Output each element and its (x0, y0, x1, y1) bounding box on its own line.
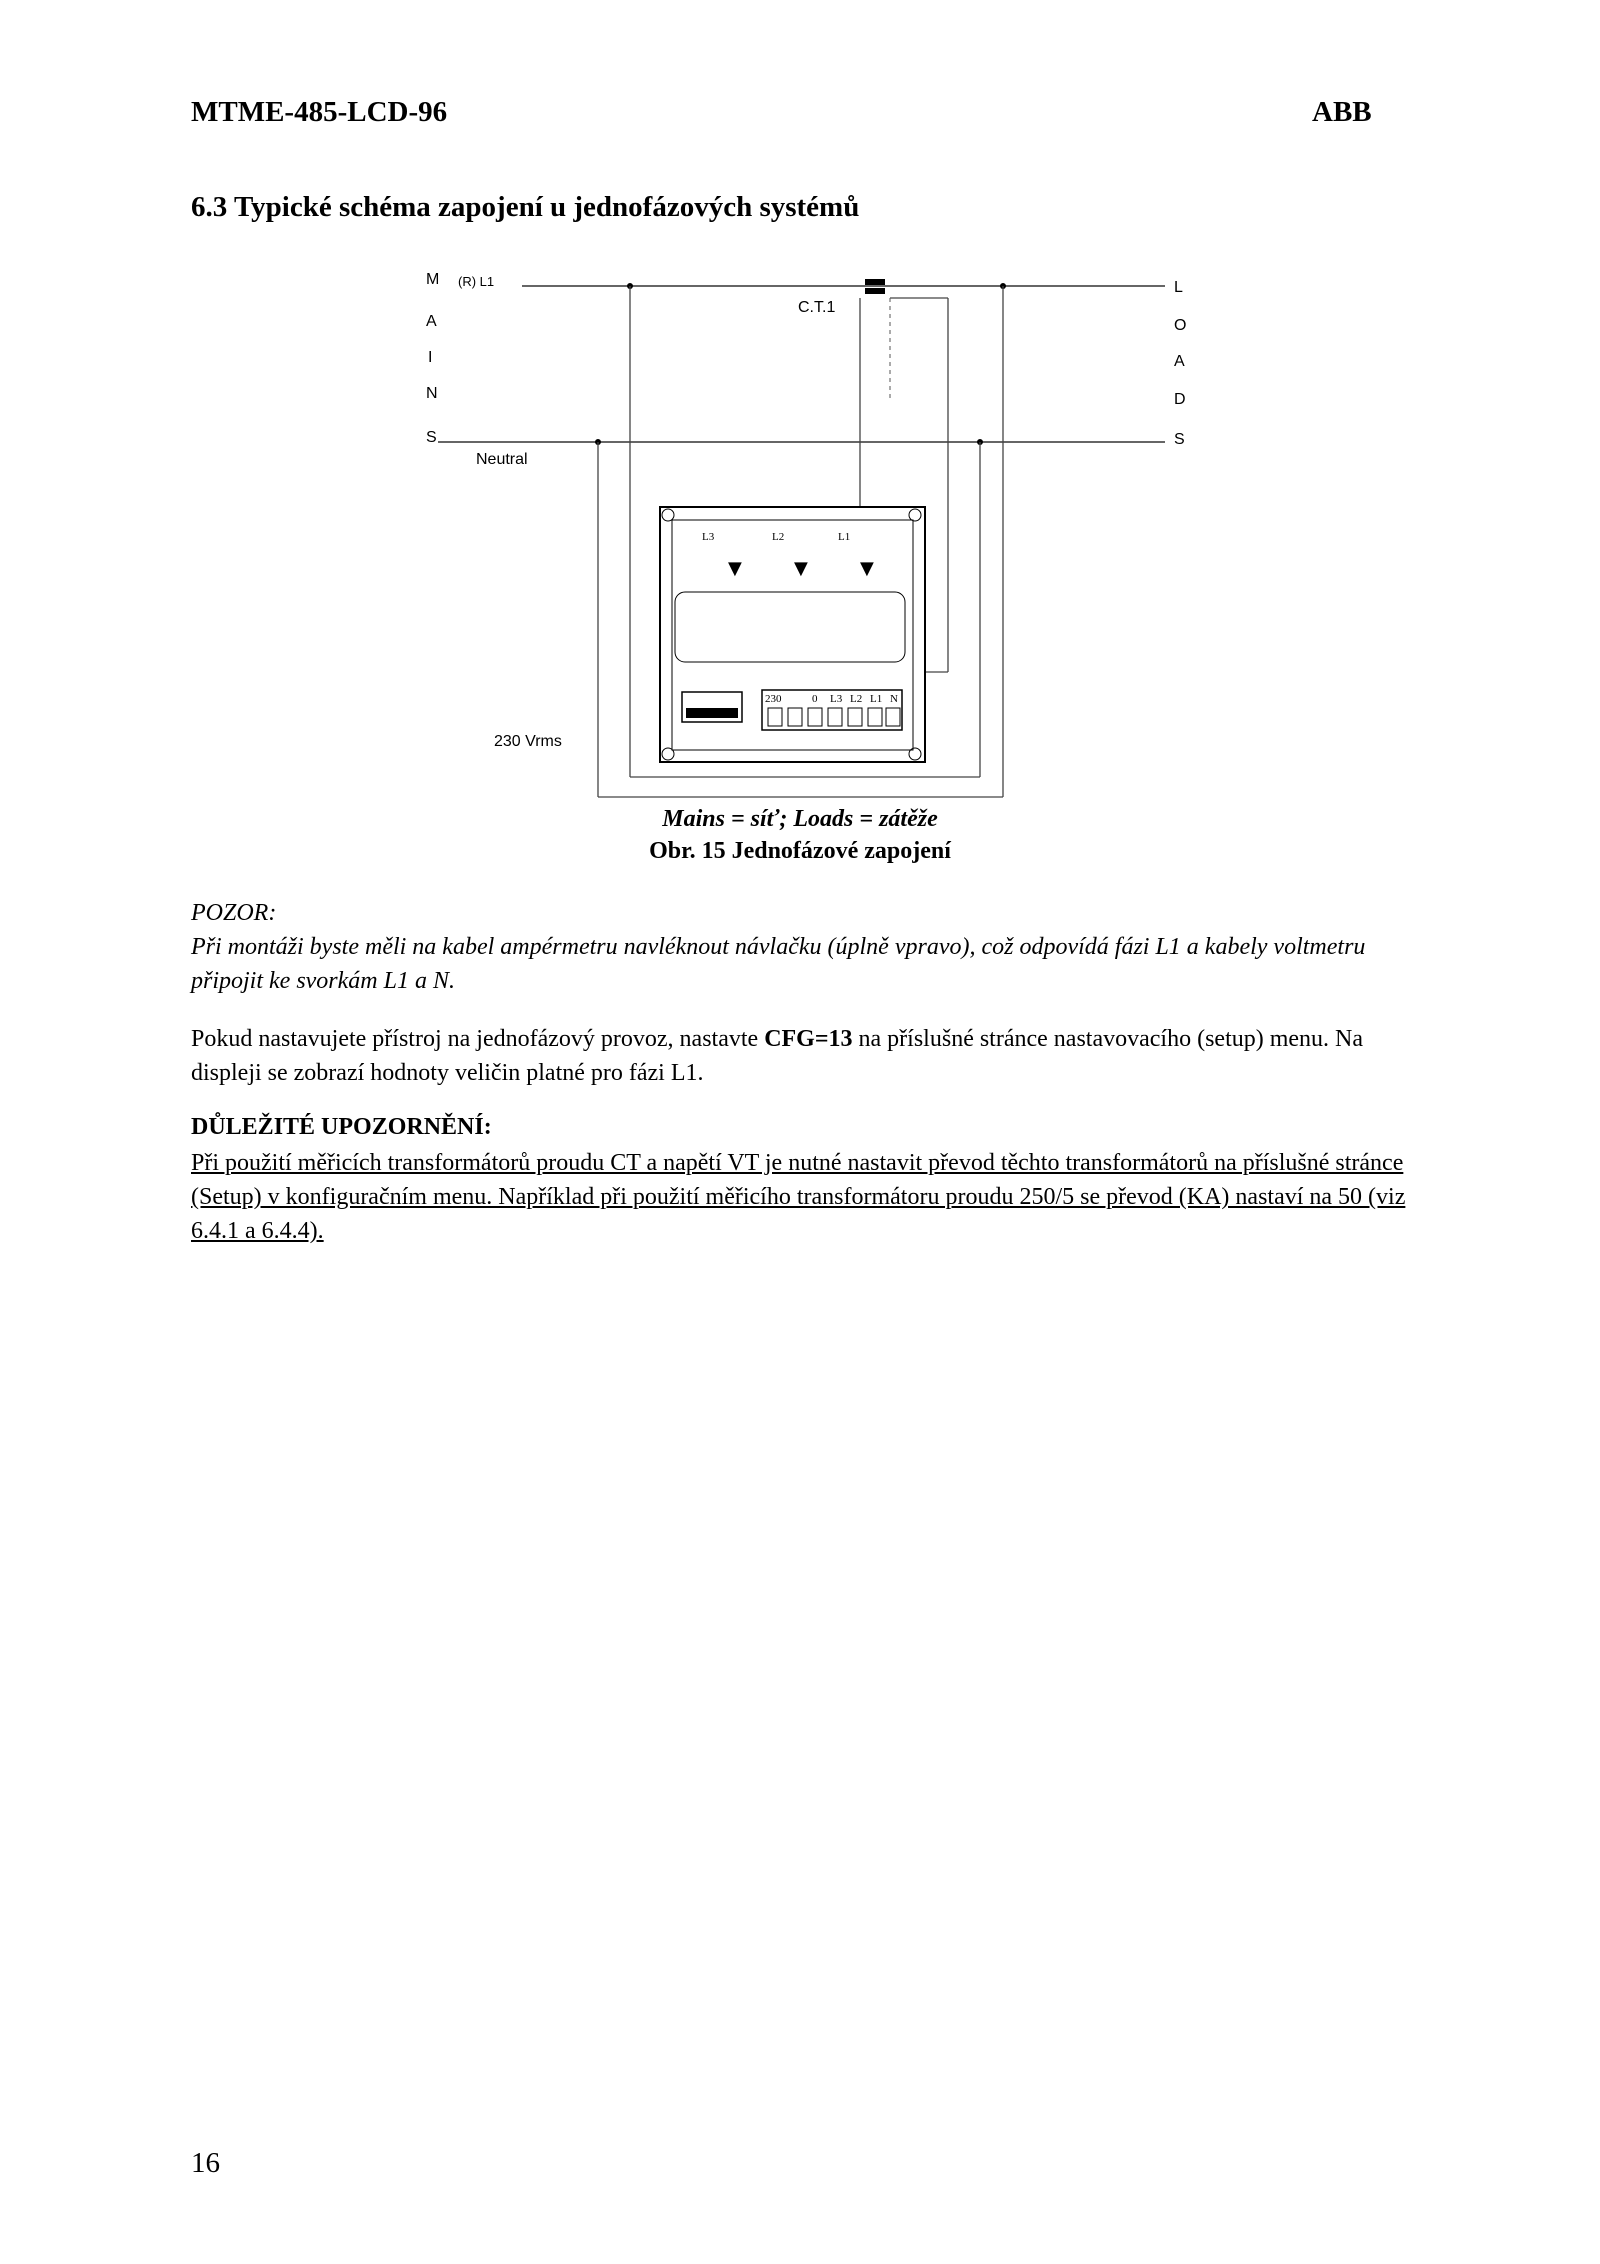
ct-symbol (865, 279, 885, 285)
voltage-label: 230 Vrms (494, 733, 562, 750)
setup-paragraph (191, 1022, 1411, 1090)
wiring-diagram (410, 262, 1210, 802)
important-text: Při použití měřicích transformátorů proudu CT a napětí VT je nutné nastavit převod těchto transformátorů na příslušné stránce (Setup) v konfiguračním menu. Například při použití měřicího transformátoru proudu 250/5 se převod (KA) nastaví na 50 (viz 6.4.1 a 6.4.4). (191, 1150, 1406, 1244)
header-brand: ABB (1312, 96, 1372, 128)
top-terminal: L3 (702, 531, 715, 543)
section-title: 6.3 Typické schéma zapojení u jednofázových systémů (191, 191, 860, 223)
page-number: 16 (191, 2147, 220, 2179)
figure-caption-legend: Mains = síť; Loads = zátěže (662, 806, 938, 832)
neutral-label: Neutral (476, 451, 528, 468)
figure-caption-title: Obr. 15 Jednofázové zapojení (649, 838, 951, 864)
mains-letter: M (426, 271, 440, 288)
top-terminal: L2 (772, 531, 785, 543)
warning-text: Při montáži byste měli na kabel ampérmetru navléknout návlačku (úplně vpravo), což odpovídá fázi L1 a kabely voltmetru připojit ke svorkám L1 a N. (191, 934, 1366, 994)
svg-text:▼: ▼ (794, 558, 808, 579)
warning-label: POZOR: (191, 900, 277, 926)
svg-text:▼: ▼ (860, 558, 874, 579)
cfg-value: CFG=13 (764, 1026, 853, 1052)
bottom-terminal: 230 (765, 693, 782, 705)
meter-device (660, 507, 925, 762)
header-model: MTME-485-LCD-96 (191, 96, 448, 128)
bottom-terminal: L3 (830, 693, 843, 705)
loads-letter: L (1174, 279, 1183, 296)
bottom-terminal: L2 (850, 693, 863, 705)
mains-letter: S (426, 429, 437, 446)
mains-letter: A (426, 313, 437, 330)
bottom-terminal: 0 (812, 693, 818, 705)
loads-letter: S (1174, 431, 1185, 448)
loads-letter: A (1174, 353, 1185, 370)
svg-text:▼: ▼ (728, 558, 742, 579)
top-terminal: L1 (838, 531, 851, 543)
setup-text-before: Pokud nastavujete přístroj na jednofázový provoz, nastavte (191, 1026, 765, 1052)
mains-letter: I (428, 349, 433, 366)
loads-letter: O (1174, 317, 1187, 334)
mains-letter: N (426, 385, 438, 402)
mains-label (426, 271, 439, 446)
loads-letter: D (1174, 391, 1186, 408)
bottom-terminal: N (890, 693, 898, 705)
loads-label (1174, 279, 1186, 448)
ct-label: C.T.1 (798, 299, 836, 316)
important-label: DŮLEŽITÉ UPOZORNĚNÍ: (191, 1114, 492, 1140)
bottom-terminal: L1 (870, 693, 883, 705)
phase-label: (R) L1 (458, 274, 495, 289)
setup-text-after: na příslušné stránce nastavovacího (setup) menu. Na displeji se zobrazí hodnoty veličin platné pro fázi L1. (191, 1026, 1364, 1086)
